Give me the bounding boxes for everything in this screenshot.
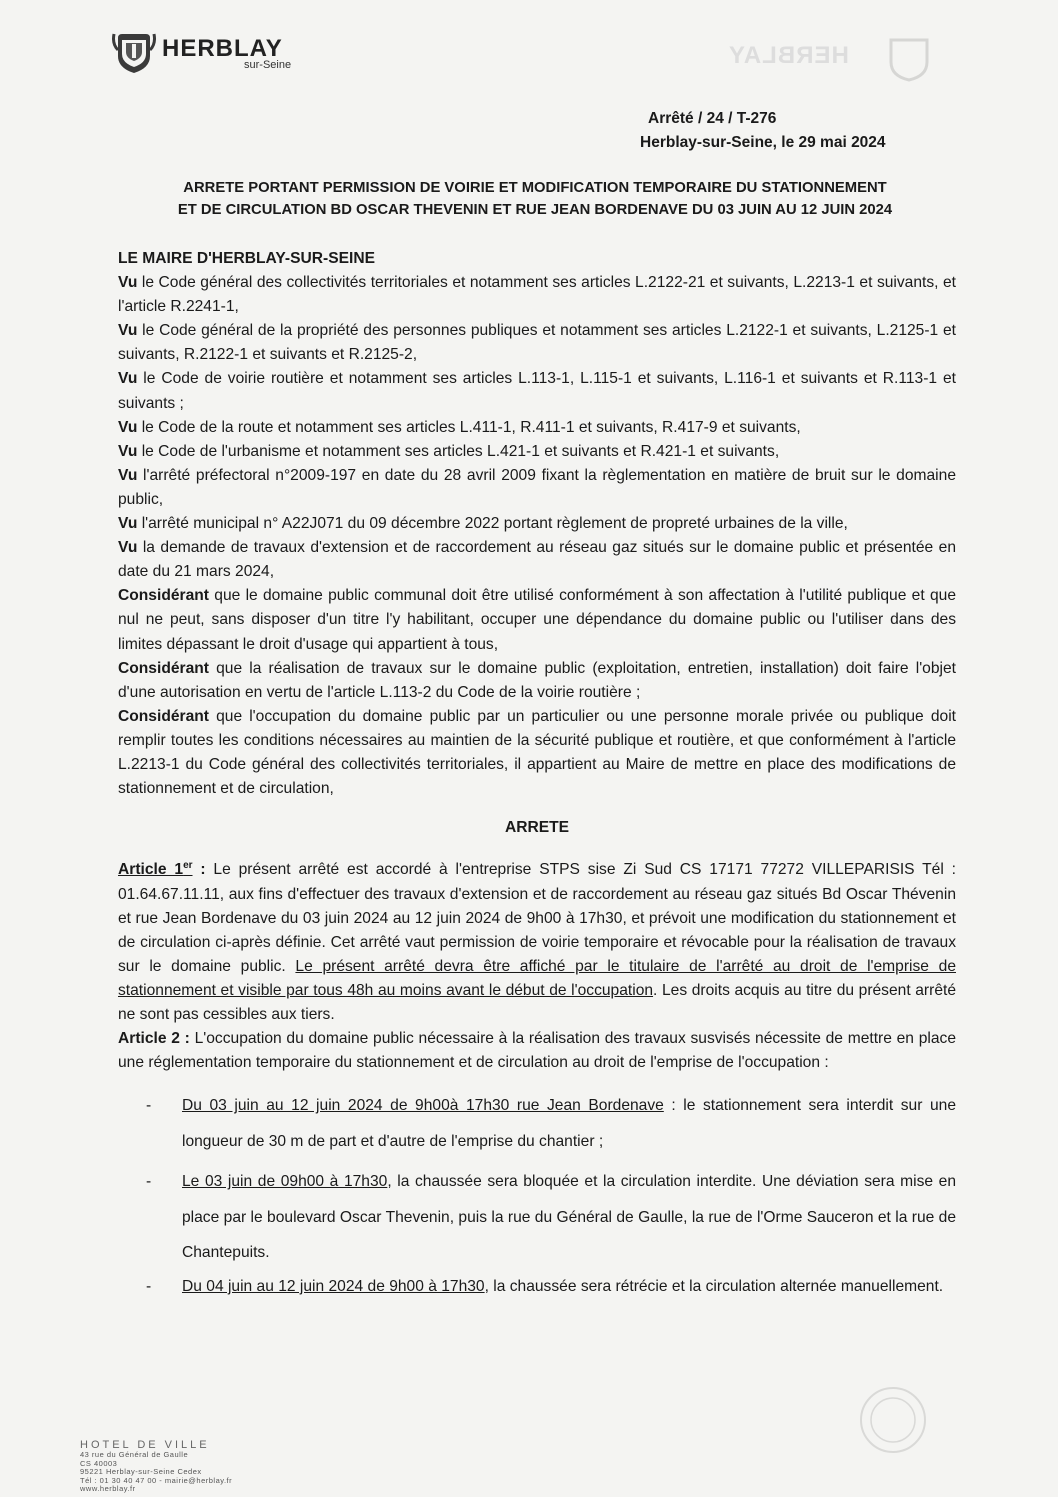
official-stamp	[858, 1385, 928, 1455]
measure-text: , la chaussée sera rétrécie et la circulation alternée manuellement.	[484, 1277, 944, 1295]
preamble-lead: Considérant	[118, 707, 209, 725]
footer-line: 43 rue du Général de Gaulle	[80, 1450, 189, 1459]
preamble-item	[118, 271, 956, 319]
reference-block	[640, 107, 886, 155]
preamble-text: le Code de la route et notamment ses articles L.411-1, R.411-1 et suivants, R.417-9 et suivants,	[137, 418, 801, 436]
reference-number: Arrêté / 24 / T-276	[648, 110, 777, 127]
measure-item	[118, 1164, 956, 1271]
preamble-item	[118, 657, 956, 705]
preamble-lead: Vu	[118, 442, 138, 460]
measure-text: : le stationnement sera interdit sur une longueur de 30 m de part et d'autre de l'emprise du chantier ;	[182, 1097, 956, 1150]
bullet-dash: -	[146, 1277, 152, 1295]
bleed-through-crest-icon	[887, 36, 931, 82]
preamble-text: la demande de travaux d'extension et de raccordement au réseau gaz situés sur le domaine public et présentée en date du 21 mars 2024,	[118, 539, 956, 581]
preamble-item	[118, 536, 956, 584]
preamble-item	[118, 705, 956, 801]
preamble-item	[118, 512, 956, 536]
measure-period: Du 03 juin au 12 juin 2024 de 9h00à 17h30 rue Jean Bordenave	[182, 1097, 664, 1115]
footer-line: Tél : 01 30 40 47 00 - mairie@herblay.fr	[80, 1475, 233, 1485]
preamble-list	[118, 271, 956, 801]
preamble-lead: Vu	[118, 539, 138, 557]
preamble-lead: Considérant	[118, 659, 209, 677]
preamble-item	[118, 416, 956, 440]
bleed-through-logo-text: HERBLAY	[728, 42, 849, 69]
footer-line: CS 40003	[80, 1458, 118, 1468]
preamble-lead: Vu	[118, 370, 138, 388]
preamble-lead: Vu	[118, 515, 138, 533]
article-1-text-end: . Les droits acquis au titre du présent arrêté ne sont pas cessibles aux tiers.	[118, 981, 956, 1023]
measure-item	[118, 1276, 956, 1298]
article-1	[118, 854, 956, 1027]
title-line-2: ET DE CIRCULATION BD OSCAR THEVENIN ET RUE JEAN BORDENAVE DU 03 JUIN AU 12 JUIN 2024	[177, 202, 893, 218]
footer-line: www.herblay.fr	[80, 1484, 136, 1494]
logo-name: HERBLAY	[162, 35, 283, 62]
maire-heading: LE MAIRE D'HERBLAY-SUR-SEINE	[118, 250, 375, 267]
logo-subtitle: sur-Seine	[244, 59, 292, 71]
preamble-item	[118, 440, 956, 464]
article-1-notice: Le présent arrêté devra être affiché par le titulaire de l'arrêté au droit de l'emprise de stationnement et visible par tous 48h au moins avant le début de l'occupation	[118, 957, 956, 999]
crest-icon	[112, 30, 156, 76]
preamble-lead: Vu	[118, 418, 138, 436]
city-logo	[112, 30, 291, 76]
place-date: Herblay-sur-Seine, le 29 mai 2024	[640, 134, 886, 151]
measure-period: Du 04 juin au 12 juin 2024 de 9h00 à 17h30	[182, 1277, 485, 1295]
measure-period: Le 03 juin de 09h00 à 17h30	[182, 1173, 388, 1191]
footer-hotel-de-ville: HOTEL DE VILLE	[80, 1439, 210, 1451]
article-1-text: Le présent arrêté est accordé à l'entreprise STPS sise Zi Sud CS 17171 77272 VILLEPARISIS Tél : 01.64.67.11.11, aux fins d'effectuer des travaux d'extension et de raccordement au réseau gaz situés Bd Oscar Thévenin et rue Jean Bordenave du 03 juin 2024 au 12 juin 2024 de 9h00 à 17h30, et prévoit une modification du stationnement et de circulation ci-après définie. Cet arrêté vaut permission de voirie temporaire et révocable pour la réalisation de travaux sur le domaine public.	[118, 861, 956, 975]
preamble-item	[118, 367, 956, 415]
bullet-dash: -	[146, 1173, 152, 1191]
preamble-lead: Considérant	[118, 587, 209, 605]
preamble-lead: Vu	[118, 322, 138, 340]
preamble-text: le Code général de la propriété des personnes publiques et notamment ses articles L.2122-1 et suivants, L.2125-1 et suivants, R.2122-1 et suivants et R.2125-2,	[118, 322, 956, 364]
preamble-text: l'arrêté municipal n° A22J071 du 09 décembre 2022 portant règlement de propreté urbaines de la ville,	[137, 515, 848, 533]
preamble-text: l'arrêté préfectoral n°2009-197 en date du 28 avril 2009 fixant la règlementation en matière de bruit sur le domaine public,	[118, 466, 956, 508]
article-1-colon: :	[192, 861, 206, 879]
arrete-heading: ARRETE	[504, 819, 570, 837]
measure-item	[118, 1088, 956, 1159]
preamble-item	[118, 464, 956, 512]
preamble-text: que le domaine public communal doit être utilisé conformément à son affectation à l'utilité publique et que nul ne peut, sans disposer d'un titre l'y habilitant, occuper une dépendance du domaine public ou l'utiliser dans des limites dépassant le droit d'usage qui appartient à tous,	[118, 587, 956, 653]
preamble-text: que l'occupation du domaine public par un particulier ou une personne morale privée ou publique doit remplir toutes les conditions nécessaires au maintien de la sécurité publique et routière, et que conformément à l'article L.2213-1 du Code général des collectivités territoriales, il appartient au Maire de mettre en place des modifications de stationnement et de circulation,	[118, 707, 956, 798]
preamble-text: le Code de voirie routière et notamment ses articles L.113-1, L.115-1 et suivants, L.116-1 et suivants et R.113-1 et suivants ;	[118, 370, 956, 412]
article-2	[118, 1027, 956, 1075]
preamble-item	[118, 584, 956, 656]
preamble-lead: Vu	[118, 466, 138, 484]
preamble-item	[118, 319, 956, 367]
article-2-label: Article 2 :	[118, 1030, 190, 1048]
document-body	[118, 247, 956, 1303]
preamble-text: le Code de l'urbanisme et notamment ses articles L.421-1 et suivants et R.421-1 et suivants,	[137, 442, 780, 460]
footer-address	[80, 1440, 232, 1494]
preamble-text: le Code général des collectivités territoriales et notamment ses articles L.2122-21 et suivants, L.2213-1 et suivants, et l'article R.2241-1,	[118, 274, 956, 316]
article-2-text: L'occupation du domaine public nécessaire à la réalisation des travaux susvisés nécessite de mettre en place une réglementation temporaire du stationnement et de circulation au droit de l'emprise de l'occupation :	[118, 1030, 956, 1072]
preamble-text: que la réalisation de travaux sur le domaine public (exploitation, entretien, installation) doit faire l'objet d'une autorisation en vertu de l'article L.113-2 du Code de la voirie routière ;	[118, 659, 956, 701]
footer-line: 95221 Herblay-sur-Seine Cedex	[80, 1467, 202, 1477]
document-title	[120, 177, 950, 221]
measure-text: , la chaussée sera bloquée et la circulation interdite. Une déviation sera mise en place par le boulevard Oscar Thevenin, puis la rue du Général de Gaulle, la rue de l'Orme Sauceron et la rue de Chantepuits.	[182, 1173, 956, 1262]
article-1-label: Article 1er	[118, 860, 193, 879]
measures-list	[118, 1088, 956, 1298]
bullet-dash: -	[146, 1097, 152, 1115]
title-line-1: ARRETE PORTANT PERMISSION DE VOIRIE ET MODIFICATION TEMPORAIRE DU STATIONNEMENT	[183, 180, 887, 196]
preamble-lead: Vu	[118, 274, 138, 292]
